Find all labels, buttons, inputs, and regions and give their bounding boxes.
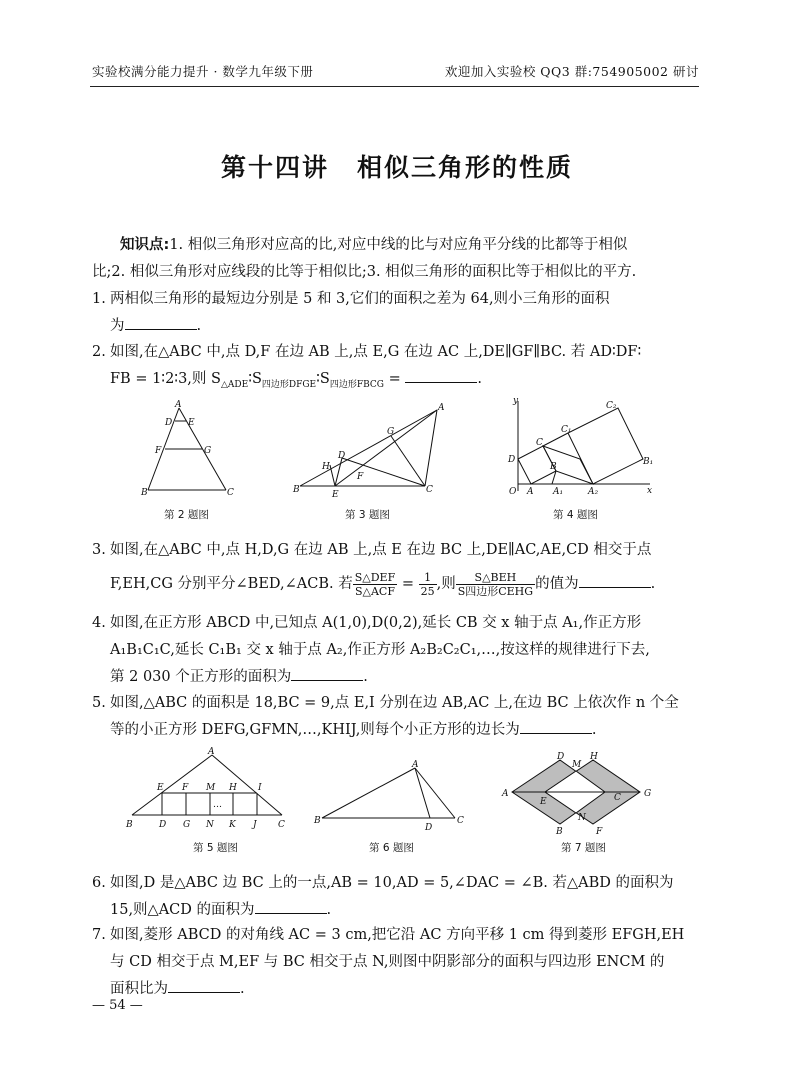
f3-label: G: [387, 427, 395, 437]
f5-label: H: [229, 783, 237, 793]
page-title: [0, 148, 794, 184]
f7-label: E: [540, 797, 547, 807]
q7-line1: 如图,菱形 ABCD 的对角线 AC = 3 cm,把它沿 AC 方向平移 1 cm 得到菱形 EFGH,EH: [110, 927, 685, 943]
f3-label: H: [322, 462, 330, 472]
q2-eq: =: [383, 371, 406, 387]
f4-label: C: [536, 438, 543, 448]
f4-label: C₁: [561, 425, 572, 435]
figure-6: [312, 758, 472, 833]
title-part1: 第十四讲: [220, 153, 329, 182]
figure-7: [500, 750, 670, 835]
q4-line2: A₁B₁C₁C,延长 C₁B₁ 交 x 轴于点 A₂,作正方形 A₂B₂C₂C₁,…,按这样的规律进行下去,: [110, 642, 650, 658]
q6-line2a: 15,则△ACD 的面积为: [110, 902, 255, 918]
header-right: 欢迎加入实验校 QQ3 群:754905002 研讨: [444, 64, 699, 79]
q6-number: 6.: [92, 875, 106, 891]
f3-label: F: [357, 472, 364, 482]
f6-label: D: [425, 823, 433, 833]
caption-fig3: 第 3 题图: [345, 509, 390, 521]
f2-label: C: [227, 488, 234, 498]
q1-line1: 两相似三角形的最短边分别是 5 和 3,它们的面积之差为 64,则小三角形的面积: [110, 291, 610, 307]
q7-answer-blank: [168, 978, 240, 993]
q1-text: [110, 286, 702, 340]
caption-fig2: 第 2 题图: [164, 509, 209, 521]
page-number: — 54 —: [92, 998, 143, 1013]
q4-number: 4.: [92, 615, 106, 631]
f7-label: H: [590, 752, 598, 762]
knowledge-label: 知识点:: [120, 237, 170, 253]
knowledge-line2: 比;2. 相似三角形对应线段的比等于相似比;3. 相似三角形的面积比等于相似比的平方.: [92, 264, 637, 280]
f6-label: B: [314, 816, 321, 826]
figure-5: [122, 745, 292, 830]
figure-2: [138, 398, 238, 498]
f3-label: C: [426, 485, 433, 495]
f5-label: I: [258, 783, 262, 793]
f4-label: x: [647, 486, 653, 496]
f5-label: M: [206, 783, 216, 793]
f3-label: B: [293, 485, 300, 495]
q3-text: 如图,在△ABC 中,点 H,D,G 在边 AB 上,点 E 在边 BC 上,DE∥AC,AE,CD 相交于点 F,EH,CG 分别平分∠BED,∠ACB. 若 $\frac{\text{S△DEF}}{\text{S△ACF}}$ = $\frac{1}{25}$ ,则 $\frac{\text{S△BEH}}{\text{S四边形CEHG}}$ 的值为 .: [110, 542, 656, 598]
q1-line2a: 为: [110, 318, 125, 334]
q3-line2a: F,EH,CG 分别平分∠BED,∠ACB. 若: [110, 576, 353, 592]
q5-answer-blank: [520, 719, 592, 734]
f5-label: F: [182, 783, 189, 793]
f7-label: F: [596, 827, 603, 835]
q3-fraction2: $\frac{1}{25}$: [420, 570, 435, 598]
f5-label: B: [126, 820, 133, 830]
f6-label: C: [457, 816, 464, 826]
q5-line2a: 等的小正方形 DEFG,GFMN,…,KHIJ,则每个小正方形的边长为: [110, 722, 520, 738]
q3-fraction1: $\frac{\text{S△DEF}}{\text{S△ACF}}$: [354, 570, 396, 598]
f4-label: y: [513, 396, 519, 406]
q2-line2a: FB = 1∶2∶3,则 S: [110, 371, 221, 387]
f4-label: A₂: [588, 487, 599, 497]
f6-label: A: [412, 760, 419, 770]
q5-text: 如图,△ABC 的面积是 18,BC = 9,点 E,I 分别在边 AB,AC 上,在边 BC 上依次作 n 个全 等的小正方形 DEFG,GFMN,…,KHIJ,则每个小正方形的边长为 .: [110, 695, 679, 738]
q6-answer-blank: [255, 899, 327, 914]
f7-label: A: [502, 789, 509, 799]
f7-label: D: [557, 752, 565, 762]
f2-label: A: [175, 400, 182, 410]
caption-fig6: 第 6 题图: [369, 842, 414, 854]
q7-line3a: 面积比为: [110, 981, 168, 997]
f7-label: B: [556, 827, 563, 835]
q3-fraction3: $\frac{\text{S△BEH}}{\text{S四边形CEHG}}$: [457, 570, 534, 598]
f7-label: M: [572, 760, 582, 770]
q1-number: 1.: [92, 291, 106, 307]
q2-c1: ∶S: [248, 371, 262, 387]
f5-label: J: [253, 820, 257, 830]
q5-line1: 如图,△ABC 的面积是 18,BC = 9,点 E,I 分别在边 AB,AC 上,在边 BC 上依次作 n 个全: [110, 695, 679, 711]
f4-label: B₁: [643, 457, 654, 467]
knowledge-points: [92, 232, 700, 259]
q4-text: 如图,在正方形 ABCD 中,已知点 A(1,0),D(0,2),延长 CB 交 x 轴于点 A₁,作正方形 A₁B₁C₁C,延长 C₁B₁ 交 x 轴于点 A₂,作正方形 A₂B₂C₂C₁,…,按这样的规律进行下去, 第 2 030 个正方形的面积为 .: [110, 615, 650, 685]
q4-line3a: 第 2 030 个正方形的面积为: [110, 669, 292, 685]
q5-number: 5.: [92, 695, 106, 711]
q1-answer-blank: [125, 315, 197, 330]
f5-label: D: [159, 820, 167, 830]
f4-label: D: [508, 455, 516, 465]
f5-label: G: [183, 820, 191, 830]
f5-label: K: [229, 820, 236, 830]
f4-label: A: [527, 487, 534, 497]
q7-text: 如图,菱形 ABCD 的对角线 AC = 3 cm,把它沿 AC 方向平移 1 cm 得到菱形 EFGH,EH 与 CD 相交于点 M,EF 与 BC 相交于点 N,则图中阴影部分的面积与四边形 ENCM 的 面积比为 .: [110, 927, 685, 997]
f3-label: D: [338, 451, 346, 461]
f4-label: A₁: [553, 487, 564, 497]
q2-number: 2.: [92, 344, 106, 360]
q7-line2: 与 CD 相交于点 M,EF 与 BC 相交于点 N,则图中阴影部分的面积与四边形 ENCM 的: [110, 954, 665, 970]
header-divider: [90, 86, 699, 87]
q2-end: .: [477, 371, 482, 387]
caption-fig7: 第 7 题图: [561, 842, 606, 854]
f2-label: F: [155, 446, 162, 456]
f2-label: B: [141, 488, 148, 498]
figure-4: [505, 396, 655, 501]
header-left: 实验校满分能力提升 · 数学九年级下册: [92, 64, 314, 79]
q4-answer-blank: [291, 666, 363, 681]
f2-label: G: [204, 446, 212, 456]
q6-text: 如图,D 是△ABC 边 BC 上的一点,AB = 10,AD = 5,∠DAC = ∠B. 若△ABD 的面积为 15,则△ACD 的面积为 .: [110, 875, 674, 918]
f5-label: …: [213, 800, 222, 810]
q6-line1: 如图,D 是△ABC 边 BC 上的一点,AB = 10,AD = 5,∠DAC = ∠B. 若△ABD 的面积为: [110, 875, 674, 891]
f4-label: O: [509, 487, 517, 497]
f4-label: B: [550, 462, 557, 472]
q2-s1: △ADE: [220, 379, 249, 390]
f3-label: E: [332, 490, 339, 498]
q2-c2: ∶S: [316, 371, 330, 387]
q2-s2: 四边形DFGE: [261, 379, 317, 390]
caption-fig4: 第 4 题图: [553, 509, 598, 521]
title-part2: 相似三角形的性质: [357, 153, 574, 182]
q3-line1: 如图,在△ABC 中,点 H,D,G 在边 AB 上,点 E 在边 BC 上,DE∥AC,AE,CD 相交于点: [110, 542, 652, 558]
q7-number: 7.: [92, 927, 106, 943]
f7-label: N: [578, 813, 586, 823]
f2-label: D: [165, 418, 173, 428]
q2-s3: 四边形FBCG: [329, 379, 384, 390]
q2-text: [110, 339, 702, 399]
f5-label: E: [157, 783, 164, 793]
q1-line2b: .: [196, 318, 202, 334]
q4-line1: 如图,在正方形 ABCD 中,已知点 A(1,0),D(0,2),延长 CB 交 x 轴于点 A₁,作正方形: [110, 615, 642, 631]
knowledge-line1: 1. 相似三角形对应高的比,对应中线的比与对应角平分线的比都等于相似: [169, 237, 628, 253]
caption-fig5: 第 5 题图: [193, 842, 238, 854]
f4-label: C₂: [606, 401, 617, 411]
f5-label: A: [208, 747, 215, 757]
f2-label: E: [188, 418, 195, 428]
q2-line1: 如图,在△ABC 中,点 D,F 在边 AB 上,点 E,G 在边 AC 上,DE∥GF∥BC. 若 AD∶DF∶: [110, 344, 642, 360]
f7-label: G: [644, 789, 652, 799]
q3-number: 3.: [92, 542, 106, 558]
q3-answer-blank: [579, 573, 651, 588]
q2-answer-blank: [405, 368, 477, 383]
f5-label: N: [206, 820, 214, 830]
figure-3: [290, 398, 455, 498]
f3-label: A: [438, 403, 445, 413]
f7-label: C: [614, 793, 621, 803]
f5-label: C: [278, 820, 285, 830]
